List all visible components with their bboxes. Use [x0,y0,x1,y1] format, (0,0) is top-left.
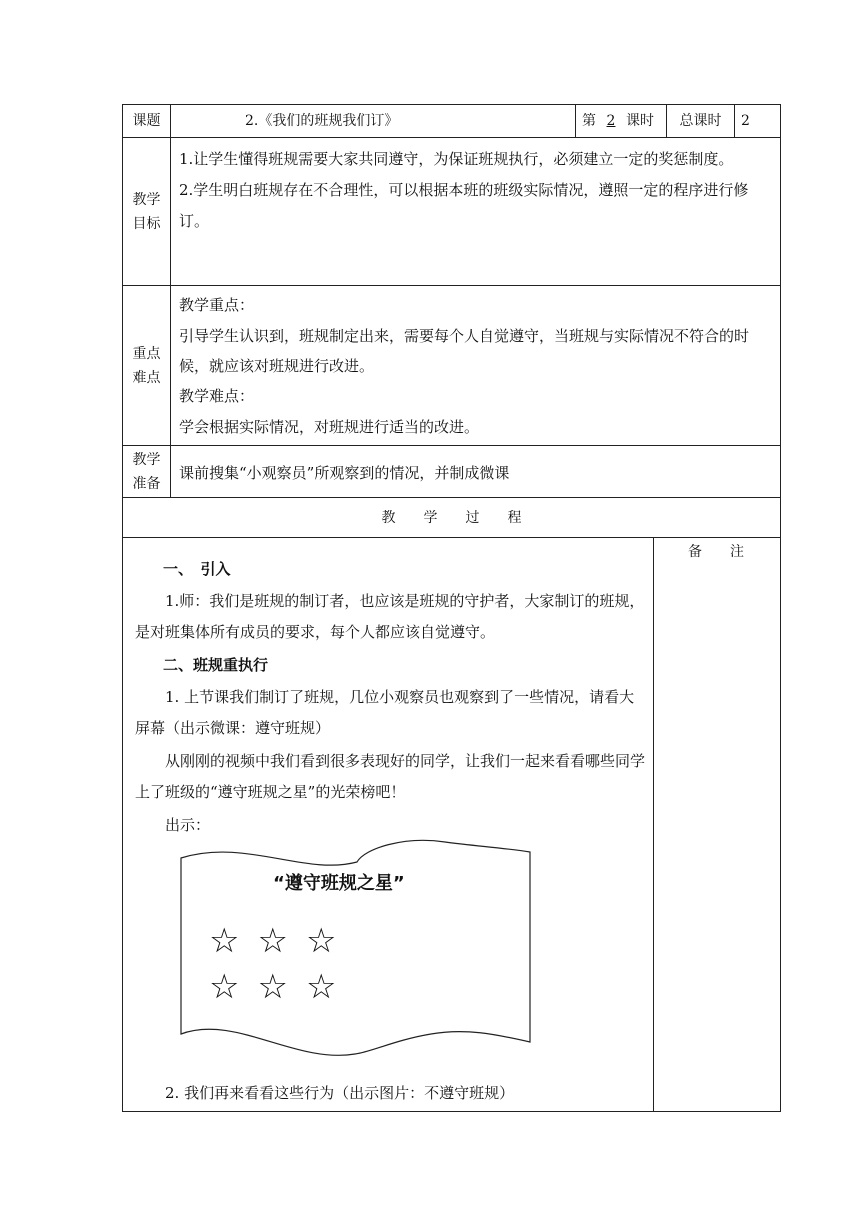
preparation-label-line1: 教学 [132,451,161,468]
star-icon: ☆ [257,921,306,961]
keypoints-label-line2: 难点 [132,369,161,386]
difficulty-heading: 教学难点： [179,387,255,405]
process-body-cell [122,537,654,1112]
process-heading: 教 学 过 程 [381,509,522,526]
title-cell [170,104,576,138]
star-icon: ☆ [305,921,355,961]
difficulty-text: 学会根据实际情况，对班规进行适当的改进。 [179,418,480,436]
keypoints-content-cell [170,285,781,446]
objectives-label-cell [122,137,171,286]
section2-heading: 二、班规重执行 [163,656,269,674]
notes-heading: 备 注 [688,544,744,560]
section2-paragraph-3: 2. 我们再来看看这些行为（出示图片：不遵守班规） [165,1084,515,1102]
preparation-label-cell [122,445,171,498]
process-heading-cell [122,497,781,538]
section2-paragraph-1: 1. 上节课我们制订了班规，几位小观察员也观察到了一些情况，请看大屏幕（出示微课：遵守班规） [135,688,635,737]
lesson-number-cell [575,104,667,138]
notes-cell [653,537,781,1112]
star-row-1 [209,922,354,960]
total-value-cell [734,104,781,138]
lesson-title: 2.《我们的班规我们订》 [245,113,399,129]
section1-paragraph: 1.师：我们是班规的制订者，也应该是班规的守护者，大家制订的班规，是对班集体所有成员的要求，每个人都应该自觉遵守。 [135,592,645,641]
total-value: 2 [741,113,750,129]
section2-paragraph-2: 从刚刚的视频中我们看到很多表现好的同学，让我们一起来看看哪些同学上了班级的“遵守班规之星”的光荣榜吧！ [135,752,646,801]
objectives-content-cell [170,137,781,286]
keypoints-label-cell [122,285,171,446]
topic-label-cell [122,104,171,138]
preparation-label-line2: 准备 [132,475,161,492]
preparation-text: 课前搜集“小观察员”所观察到的情况，并制成微课 [179,464,510,482]
star-icon: ☆ [209,921,258,961]
section2-show-label: 出示： [165,816,211,834]
section1-heading-wrap [163,554,231,585]
objective-item-2: 2.学生明白班规存在不合理性，可以根据本班的班级实际情况，遵照一定的程序进行修订。 [179,181,749,230]
lesson-number: 2 [606,113,616,129]
lesson-prefix: 第 [582,113,596,129]
section1-heading: 一、 引入 [163,560,231,578]
lesson-number-text [582,111,654,131]
objectives-label-line2: 目标 [132,215,161,232]
star-row-2 [209,968,354,1006]
lesson-suffix: 课时 [626,113,654,129]
objectives-label-line1: 教学 [132,191,161,208]
star-icon: ☆ [209,967,258,1007]
star-icon: ☆ [257,967,306,1007]
banner-title: “遵守班规之星” [273,873,405,894]
total-label-cell [666,104,735,138]
star-icon: ☆ [305,967,355,1007]
preparation-content-cell [170,445,781,498]
section2-heading-wrap [163,650,268,681]
keypoints-label-line1: 重点 [132,345,161,362]
focus-heading: 教学重点： [179,296,255,314]
objective-item-1: 1.让学生懂得班规需要大家共同遵守，为保证班规执行，必须建立一定的奖惩制度。 [179,150,734,168]
total-label: 总课时 [679,113,722,129]
topic-label: 课题 [132,113,161,129]
focus-text: 引导学生认识到，班规制定出来，需要每个人自觉遵守，当班规与实际情况不符合的时候，就应该对班规进行改进。 [179,327,750,375]
